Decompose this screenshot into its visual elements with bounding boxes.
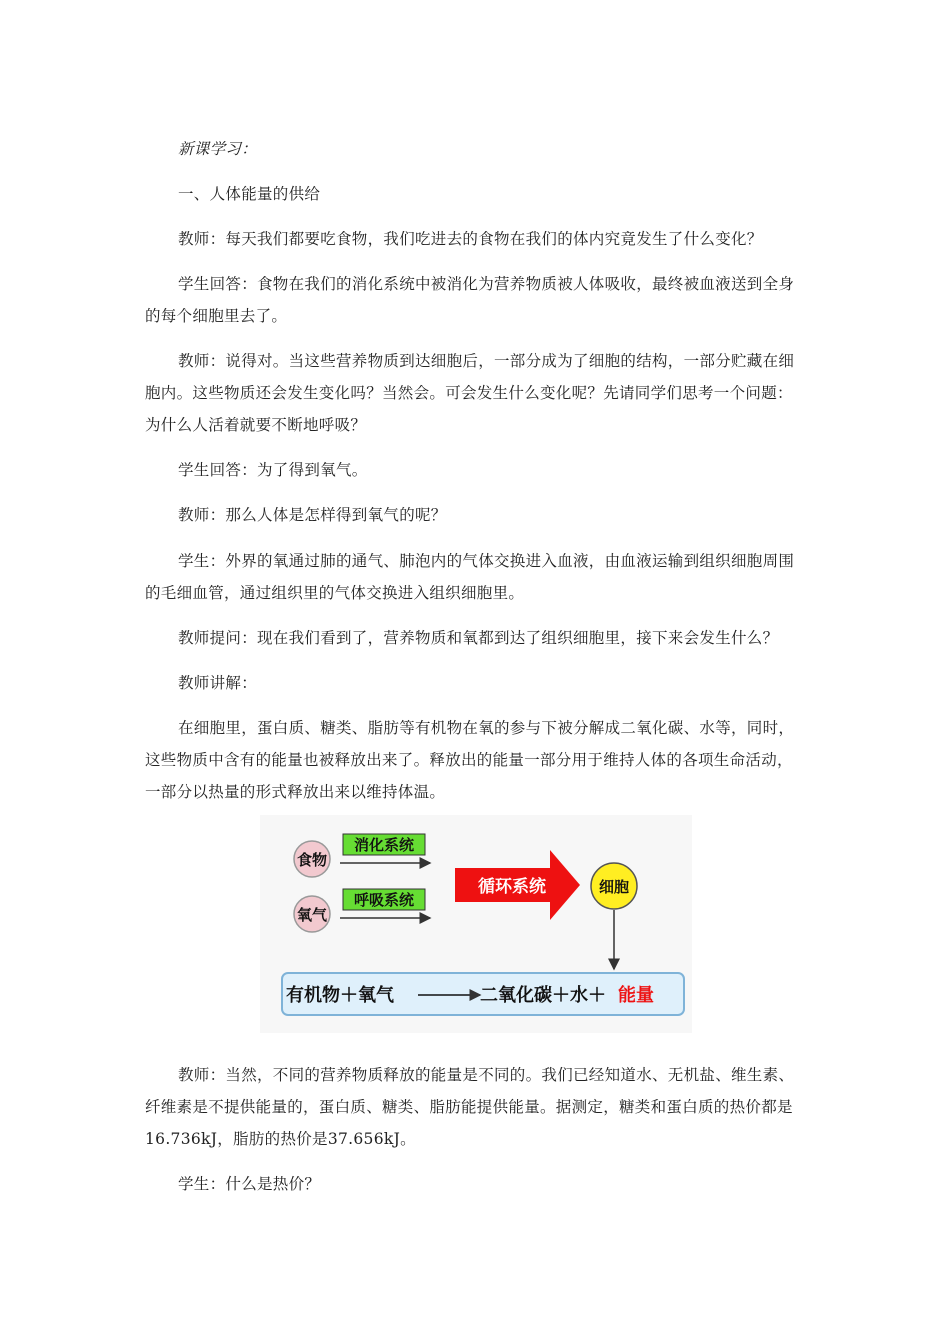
subsection-heading: 一、人体能量的供给: [178, 185, 321, 203]
paragraph-teacher-question: 教师：每天我们都要吃食物，我们吃进去的食物在我们的体内究竟发生了什么变化？: [178, 230, 763, 248]
energy-diagram-svg: [260, 815, 692, 1033]
cell-label: 细胞: [598, 878, 630, 896]
paragraph-teacher-caloric: 教师：当然，不同的营养物质释放的能量是不同的。我们已经知道水、无机盐、维生素、纤维素是不提供能量的，蛋白质、糖类、脂肪能提供能量。据测定，糖类和蛋白质的热价都是16.736kJ，脂肪的热价是37.656kJ。: [145, 1066, 795, 1148]
equation-left: 有机物＋氧气: [286, 985, 394, 1006]
paragraph-student-answer-2: 学生回答：为了得到氧气。: [178, 461, 368, 479]
respiratory-system-label: 呼吸系统: [353, 891, 415, 909]
equation-right: 二氧化碳＋水＋: [480, 985, 606, 1006]
paragraph-student-question: 学生：什么是热价？: [178, 1175, 321, 1193]
paragraph-lecture-body: 在细胞里，蛋白质、糖类、脂肪等有机物在氧的参与下被分解成二氧化碳、水等，同时，这些物质中含有的能量也被释放出来了。释放出的能量一部分用于维持人体的各项生命活动，一部分以热量的形式释放出来以维持体温。: [145, 719, 795, 801]
energy-label: 能量: [618, 985, 654, 1006]
section-heading: 新课学习：: [178, 140, 258, 158]
digestive-system-label: 消化系统: [353, 836, 415, 854]
paragraph-teacher-question-2: 教师：那么人体是怎样得到氧气的呢？: [178, 506, 447, 524]
energy-diagram: [260, 815, 692, 1033]
paragraph-student-answer: 学生回答：食物在我们的消化系统中被消化为营养物质被人体吸收，最终被血液送到全身的每个细胞里去了。: [145, 275, 795, 325]
paragraph-teacher-lecture-label: 教师讲解：: [178, 674, 258, 692]
paragraph-teacher-explain: 教师：说得对。当这些营养物质到达细胞后，一部分成为了细胞的结构，一部分贮藏在细胞内。这些物质还会发生变化吗？当然会。可会发生什么变化呢？先请同学们思考一个问题：为什么人活着就要不断地呼吸？: [145, 352, 795, 434]
paragraph-teacher-question-3: 教师提问：现在我们看到了，营养物质和氧都到达了组织细胞里，接下来会发生什么？: [178, 629, 779, 647]
food-label: 食物: [296, 851, 328, 869]
circulatory-system-label: 循环系统: [478, 877, 546, 897]
paragraph-student-answer-3: 学生：外界的氧通过肺的通气、肺泡内的气体交换进入血液，由血液运输到组织细胞周围的毛细血管，通过组织里的气体交换进入组织细胞里。: [145, 552, 795, 602]
oxygen-label: 氧气: [296, 906, 328, 924]
